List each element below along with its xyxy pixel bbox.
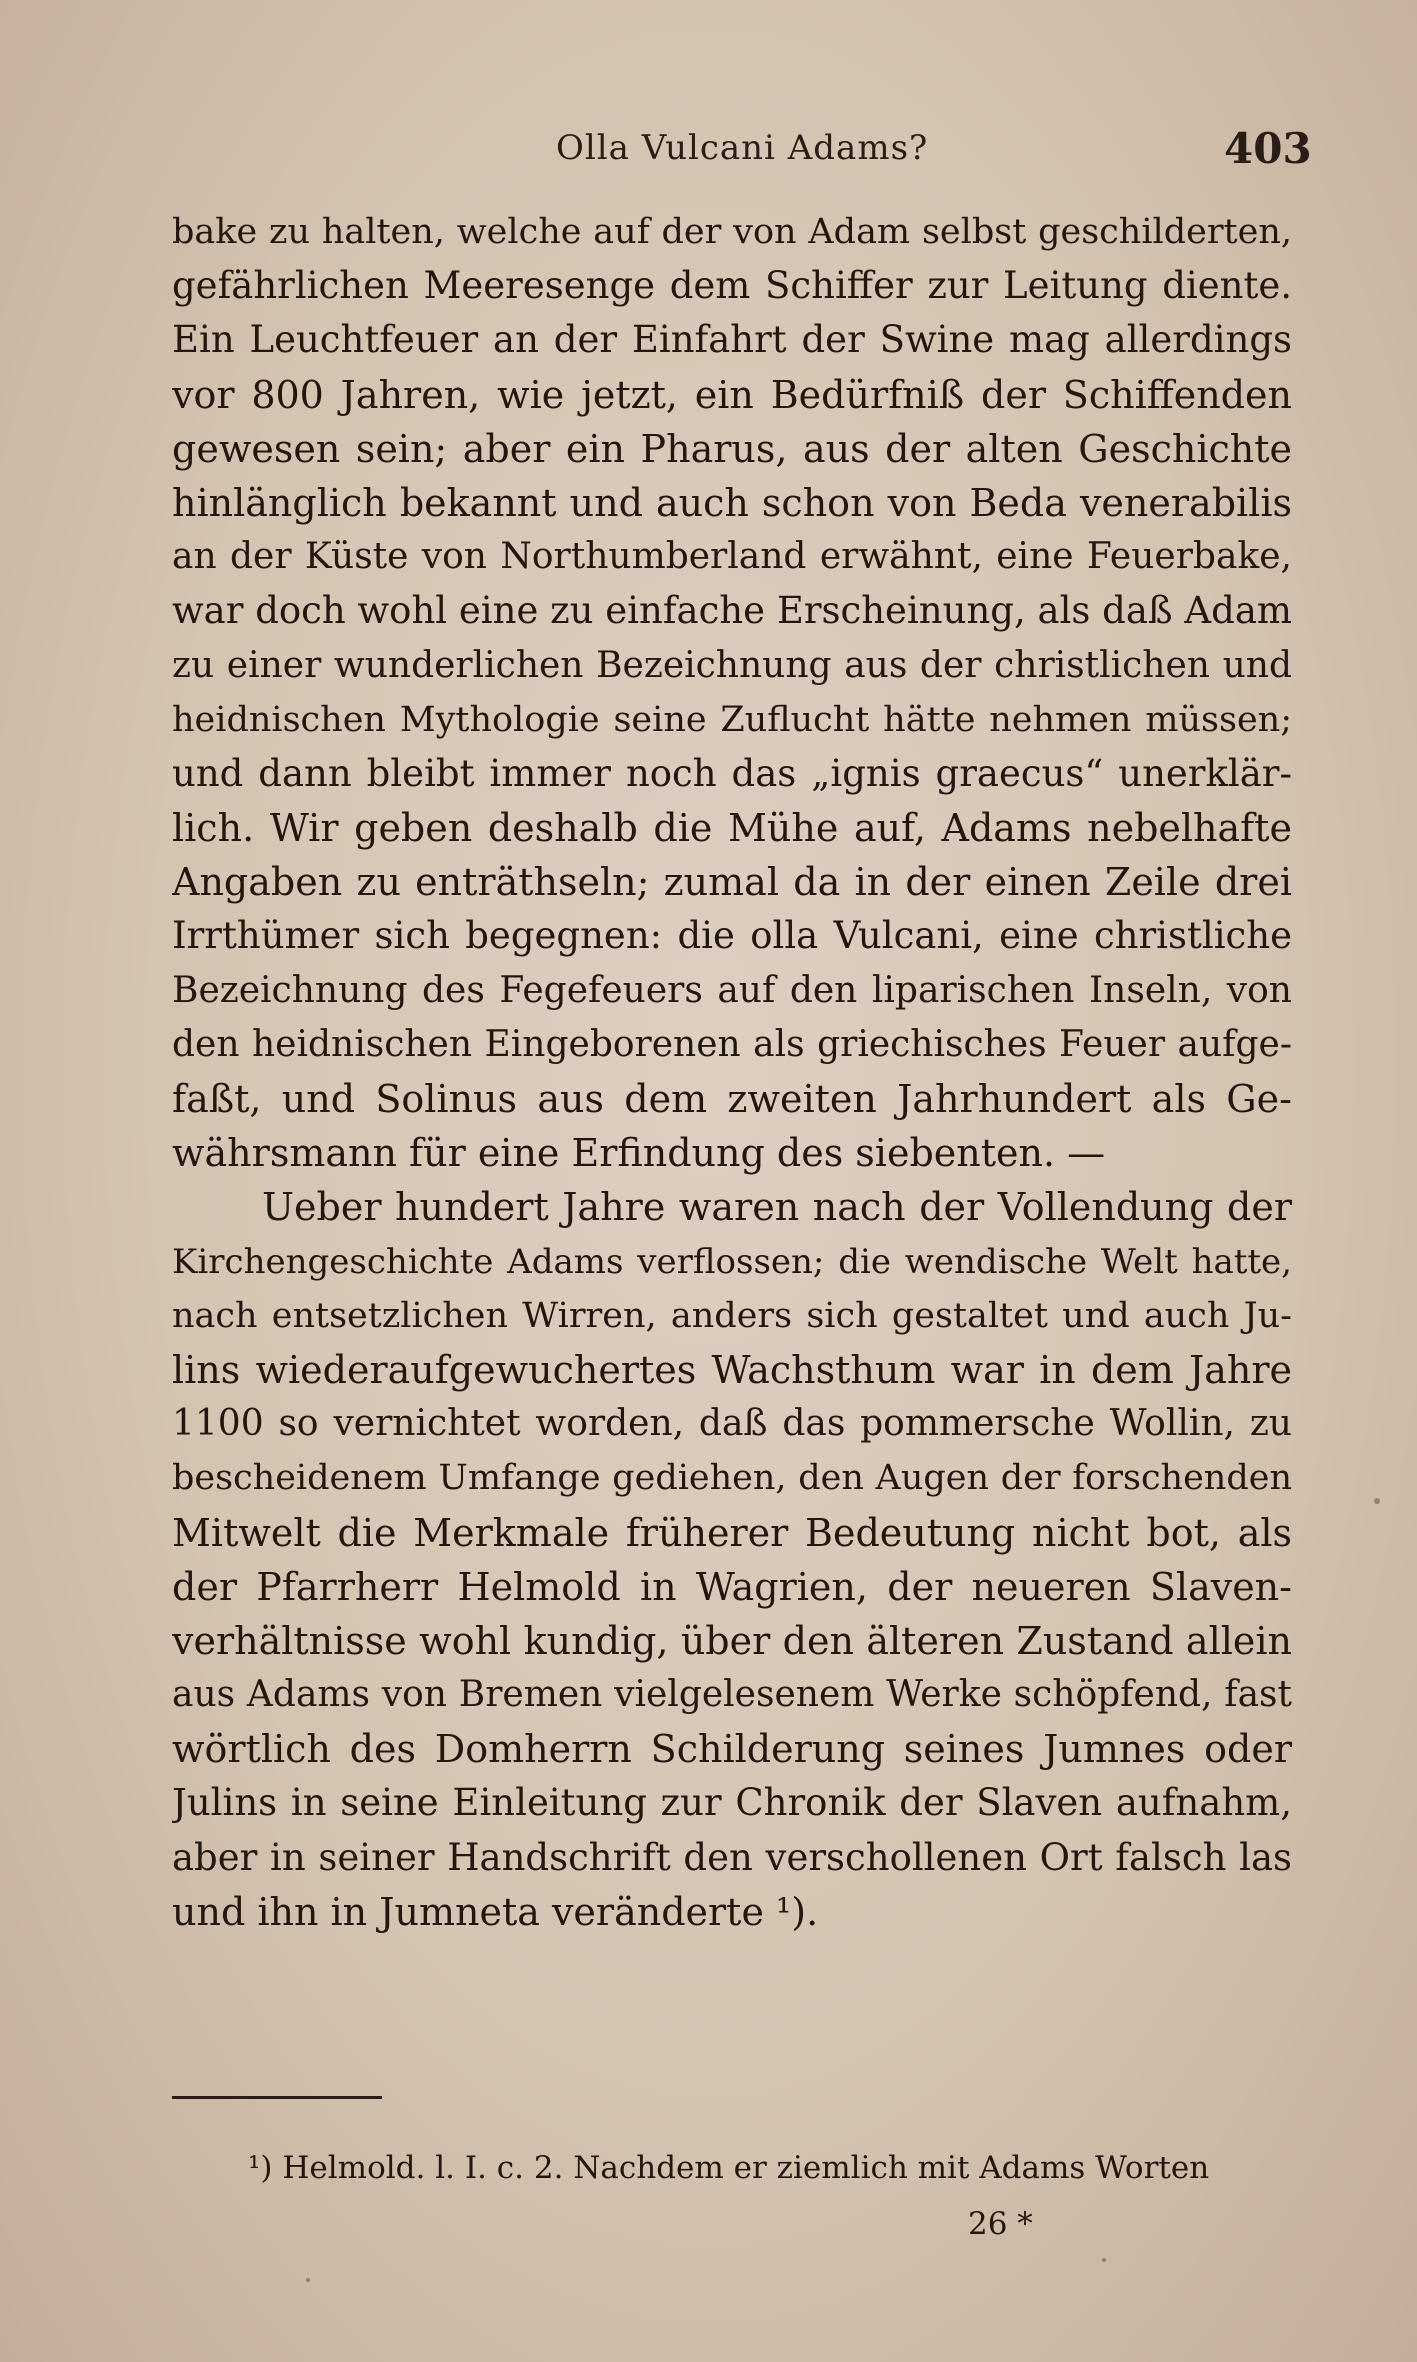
text-line: währsmann für eine Erfindung des siebenten. — xyxy=(172,1131,1106,1176)
text-line: 1100 so vernichtet worden, daß das pommersche Wollin, zu xyxy=(172,1403,1292,1445)
text-line: aus Adams von Bremen vielgelesenem Werke schöpfend, fast xyxy=(172,1674,1292,1716)
paragraph-start-line: Ueber hundert Jahre waren nach der Vollendung der xyxy=(262,1185,1292,1230)
text-line: Ein Leuchtfeuer an der Einfahrt der Swine mag allerdings xyxy=(172,318,1292,362)
text-line: an der Küste von Northumberland erwähnt, eine Feuerbake, xyxy=(172,536,1292,578)
text-line: Angaben zu enträthseln; zumal da in der einen Zeile drei xyxy=(172,860,1292,905)
text-line: gefährlichen Meeresenge dem Schiffer zur Leitung diente. xyxy=(172,264,1292,308)
running-title: Olla Vulcani Adams? xyxy=(556,128,929,168)
text-line: vor 800 Jahren, wie jetzt, ein Bedürfniß der Schiffenden xyxy=(172,372,1292,417)
text-line: Bezeichnung des Fegefeuers auf den liparischen Inseln, von xyxy=(172,969,1292,1011)
text-line: lich. Wir geben deshalb die Mühe auf, Adams nebelhafte xyxy=(172,806,1292,851)
text-line: heidnischen Mythologie seine Zuflucht hätte nehmen müssen; xyxy=(172,699,1292,740)
page-number: 403 xyxy=(1224,124,1312,173)
text-line: verhältnisse wohl kundig, über den älteren Zustand allein xyxy=(172,1618,1292,1663)
text-line: hinlänglich bekannt und auch schon von Beda venerabilis xyxy=(172,480,1292,525)
signature-mark: 26 * xyxy=(968,2206,1033,2242)
text-line: Kirchengeschichte Adams verflossen; die wendische Welt hatte, xyxy=(172,1241,1292,1282)
text-line: und dann bleibt immer noch das „ignis graecus“ unerklär- xyxy=(172,751,1292,795)
body-text xyxy=(172,205,1292,1939)
text-line: Mitwelt die Merkmale früherer Bedeutung nicht bot, als xyxy=(172,1510,1292,1555)
text-line: gewesen sein; aber ein Pharus, aus der alten Geschichte xyxy=(172,426,1292,471)
footnote-rule xyxy=(172,2096,382,2099)
text-line: der Pfarrherr Helmold in Wagrien, der neueren Slaven- xyxy=(172,1564,1292,1609)
text-line: und ihn in Jumneta veränderte ¹). xyxy=(172,1889,819,1934)
text-line: nach entsetzlichen Wirren, anders sich gestaltet und auch Ju- xyxy=(172,1295,1292,1336)
ink-speck xyxy=(306,2278,310,2282)
ink-speck xyxy=(1374,1498,1380,1504)
text-line: bescheidenem Umfange gediehen, den Augen der forschenden xyxy=(172,1458,1292,1499)
text-line: zu einer wunderlichen Bezeichnung aus der christlichen und xyxy=(172,644,1292,686)
text-line: den heidnischen Eingeborenen als griechisches Feuer aufge- xyxy=(172,1023,1292,1065)
text-line: aber in seiner Handschrift den verschollenen Ort falsch las xyxy=(172,1835,1292,1879)
footnote: ¹) Helmold. l. I. c. 2. Nachdem er ziemlich mit Adams Worten xyxy=(248,2150,1210,2186)
text-line: war doch wohl eine zu einfache Erscheinung, als daß Adam xyxy=(172,589,1292,633)
text-line: lins wiederaufgewuchertes Wachsthum war in dem Jahre xyxy=(172,1347,1292,1392)
text-line: Julins in seine Einleitung zur Chronik der Slaven aufnahm, xyxy=(172,1781,1292,1825)
ink-speck xyxy=(1102,2258,1106,2262)
text-line: bake zu halten, welche auf der von Adam selbst geschilderten, xyxy=(172,212,1292,252)
text-line: faßt, und Solinus aus dem zweiten Jahrhundert als Ge- xyxy=(172,1077,1292,1121)
text-line: Irrthümer sich begegnen: die olla Vulcani, eine christliche xyxy=(172,914,1292,958)
page-header xyxy=(0,124,1417,184)
text-line: wörtlich des Domherrn Schilderung seines Jumnes oder xyxy=(172,1727,1292,1772)
